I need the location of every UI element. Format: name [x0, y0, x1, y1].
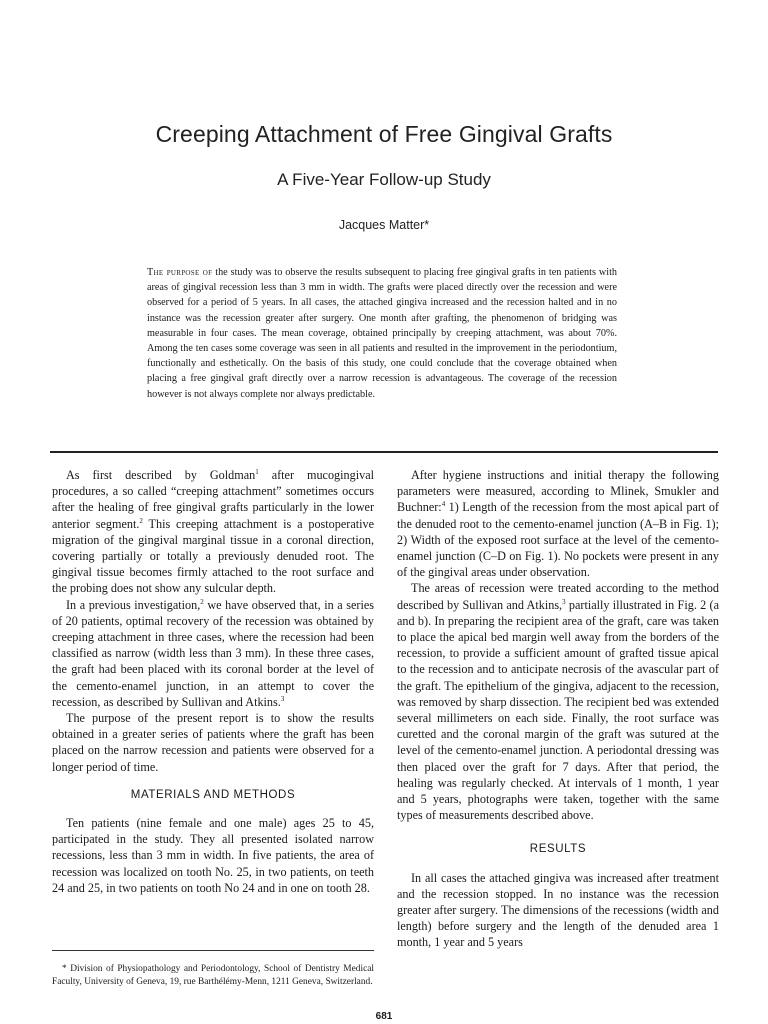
footnote-divider [52, 950, 374, 951]
abstract-lead: The purpose of [147, 267, 213, 278]
intro-paragraph-1: As first described by Goldman$^1$ after mucogingival procedures, a so called “creeping attachment” sometimes occurs after the healing of free gingival grafts particularly in the lower anterior segment.$^2$ This creeping attachment is a postoperative migration of the gingival marginal tissue in a coronal direction, covering partially or totally a previously denuded root. The gingival tissue becomes firmly attached to the root surface and the probing does not show any sulcular depth. [52, 467, 375, 596]
citation-ref: 2 [139, 516, 143, 525]
methods-paragraph-3: The areas of recession were treated according to the method described by Sullivan and Atkins,$^3$ partially illustrated in Fig. 2 (a and b). In preparing the recipient area of the graft, care was taken to place the apical bed margin well away from the borders of the recession, to provide a sufficient amount of grafted tissue apical to the recession and to anticipate necrosis of the avascular part of the graft. The epithelium of the gingiva, adjacent to the recession, was removed by sharp dissection. The recipient bed was extended several millimeters on each side. Finally, the root surface was curetted and the coronal margin of the graft was sutured at the level of the cemento-enamel junction. A periodontal dressing was then placed over the graft for 7 days. After that period, the healing was regularly checked. At intervals of 1 month, 1 year and 5 years, photographs were taken, together with the same types of measurements described above. [397, 581, 719, 823]
section-divider [50, 451, 718, 453]
section-heading-methods: MATERIALS AND METHODS [130, 788, 296, 801]
citation-ref: 2 [200, 597, 204, 606]
citation-ref: 4 [441, 500, 446, 509]
methods-paragraph-1: Ten patients (nine female and one male) ages 25 to 45, participated in the study. They all presented isolated narrow recessions, less than 3 mm in width. In five patients, the area of recession was localized on tooth No. 25, in two patients, on teeth 24 and 25, in two patients on tooth No 24 and in one on tooth 28. [52, 816, 374, 895]
methods-paragraph-2: After hygiene instructions and initial therapy the following parameters were measured, according to Mlinek, Smukler and Buchner:$^4$ 1) Length of the recession from the most apical part of the denuded root to the cemento-enamel junction (A–B in Fig. 1); 2) Width of the exposed root surface at the level of the cemento-enamel junction (C–D on Fig. 1). No pockets were present in any of the gingival areas under observation. [397, 468, 719, 580]
page-number: 681 [375, 1011, 393, 1022]
right-column [397, 467, 719, 951]
intro-paragraph-2: In a previous investigation,$^2$ we have observed that, in a series of 20 patients, optimal recovery of the recession was obtained by creeping attachment in three cases, where the recession had been classified as narrow (width less than 3 mm). In these three cases, the graft had been placed with its coronal border at the level of the cemento-enamel junction, in an attempt to cover the recession, as described by Sullivan and Atkins.$^3$ [52, 597, 374, 709]
section-heading-results: RESULTS [529, 843, 587, 856]
results-paragraph-1: In all cases the attached gingiva was increased after treatment and the recession stopped. In no instance was the recession greater after surgery. The dimensions of the recessions (width and length) before surgery and the length of the denuded area 1 month, 1 year and 5 years [397, 870, 719, 950]
abstract [147, 265, 617, 402]
citation-ref: 1 [255, 467, 259, 476]
article-subtitle: A Five-Year Follow-up Study [277, 170, 491, 189]
left-column [52, 467, 374, 896]
citation-ref: 3 [562, 597, 566, 606]
intro-paragraph-3: The purpose of the present report is to show the results obtained in a greater series of patients where the graft has been placed on the narrow recession and patients were observed for a longer period of time. [52, 711, 374, 774]
author-name: Jacques Matter* [338, 218, 430, 232]
article-title: Creeping Attachment of Free Gingival Grafts [155, 121, 613, 147]
affiliation-footnote: * Division of Physiopathology and Periodontology, School of Dentistry Medical Faculty, University of Geneva, 19, rue Barthélémy-Menn, 1211 Geneva, Switzerland. [52, 964, 374, 987]
abstract-text: the study was to observe the results subsequent to placing free gingival grafts in ten patients with areas of gingival recession less than 3 mm in width. The grafts were placed directly over the recession and were observed for a period of 5 years. In all cases, the attached gingiva increased and the recession halted and in no instance was the recession greater after surgery. One month after grafting, the phenomenon of bridging was measurable in four cases. The mean coverage, obtained principally by creeping attachment, was about 70%. Among the ten cases some coverage was seen in all patients and resulted in the improvement in the periodontium, functionally and esthetically. On the basis of this study, one could conclude that the coverage obtained when placing a free gingival graft directly over a narrow recession is advantageous. The coverage of the recession however is not always complete nor always predictable. [147, 267, 617, 400]
citation-ref: 3 [280, 694, 285, 703]
